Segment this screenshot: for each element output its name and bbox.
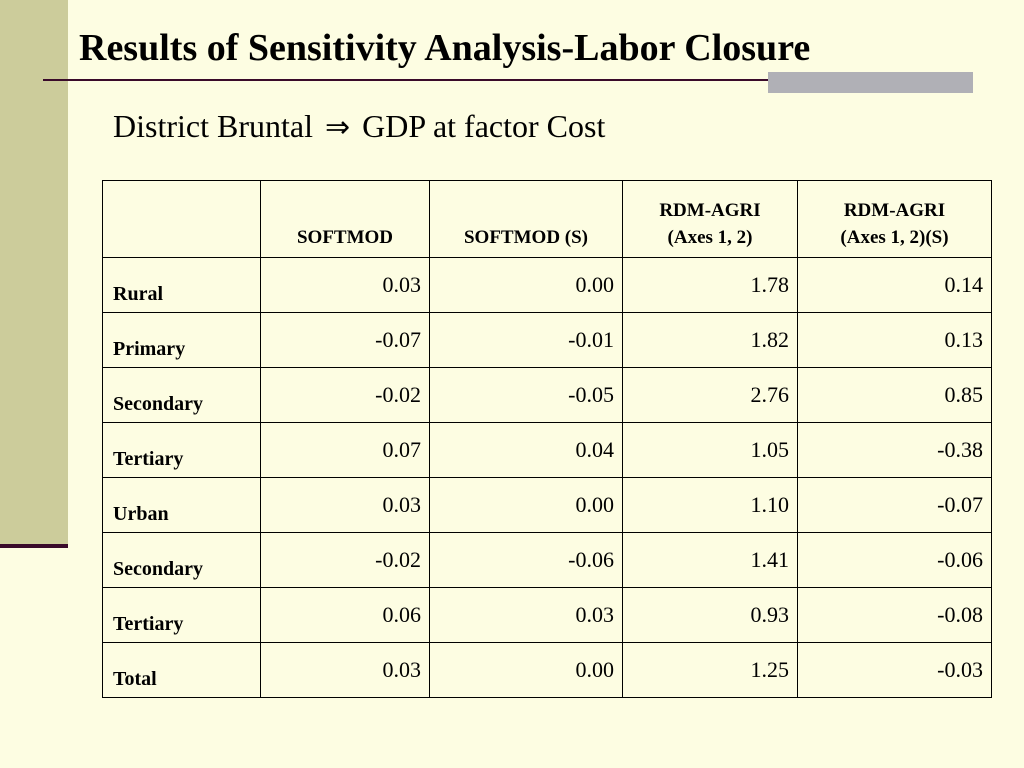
row-label: Primary (103, 313, 261, 368)
header-cell-softmod: SOFTMOD (261, 181, 430, 258)
table-cell: -0.02 (261, 533, 430, 588)
table-cell: 0.07 (261, 423, 430, 478)
table-cell: -0.06 (430, 533, 623, 588)
table-cell: 0.93 (623, 588, 798, 643)
slide-title: Results of Sensitivity Analysis-Labor Closure (79, 27, 811, 69)
table-cell: 1.41 (623, 533, 798, 588)
results-table (102, 180, 992, 698)
table-cell: 0.04 (430, 423, 623, 478)
table-row (103, 643, 992, 698)
table-cell: -0.06 (798, 533, 992, 588)
header-line: (Axes 1, 2) (667, 227, 753, 248)
title-accent-block (768, 72, 973, 93)
table-row (103, 313, 992, 368)
table-row (103, 478, 992, 533)
table-row (103, 423, 992, 478)
slide-subtitle (113, 104, 605, 150)
left-accent-rule (0, 544, 68, 548)
implies-arrow-icon: ⇒ (324, 111, 351, 144)
row-label: Total (103, 643, 261, 698)
table-cell: -0.01 (430, 313, 623, 368)
header-cell-rdm-agri (623, 181, 798, 258)
table-cell: -0.07 (261, 313, 430, 368)
table-row (103, 368, 992, 423)
table-cell: -0.02 (261, 368, 430, 423)
table-cell: -0.07 (798, 478, 992, 533)
table-cell: 0.00 (430, 643, 623, 698)
table-cell: 0.85 (798, 368, 992, 423)
header-line: RDM-AGRI (843, 200, 946, 221)
row-label: Secondary (103, 533, 261, 588)
header-cell-empty (103, 181, 261, 258)
table-cell: 2.76 (623, 368, 798, 423)
table-cell: 1.05 (623, 423, 798, 478)
table-cell: 1.78 (623, 258, 798, 313)
table-row (103, 533, 992, 588)
table-cell: 1.82 (623, 313, 798, 368)
table-cell: 0.00 (430, 258, 623, 313)
table-row (103, 588, 992, 643)
header-cell-softmod-s: SOFTMOD (S) (430, 181, 623, 258)
header-cell-rdm-agri-s (798, 181, 992, 258)
subtitle-district: District Bruntal (113, 108, 313, 144)
table-cell: 1.10 (623, 478, 798, 533)
table-cell: -0.05 (430, 368, 623, 423)
table-cell: 0.03 (261, 478, 430, 533)
table-cell: 0.13 (798, 313, 992, 368)
table-cell: 0.03 (261, 258, 430, 313)
row-label: Rural (103, 258, 261, 313)
row-label: Urban (103, 478, 261, 533)
table-cell: -0.03 (798, 643, 992, 698)
left-accent-bar (0, 0, 68, 545)
header-line: RDM-AGRI (659, 200, 761, 221)
table-cell: -0.08 (798, 588, 992, 643)
table-cell: 0.00 (430, 478, 623, 533)
table-cell: -0.38 (798, 423, 992, 478)
table-cell: 1.25 (623, 643, 798, 698)
subtitle-measure: GDP at factor Cost (362, 108, 606, 144)
row-label: Tertiary (103, 588, 261, 643)
table-header-row (103, 181, 992, 258)
table-cell: 0.03 (261, 643, 430, 698)
table-cell: 0.03 (430, 588, 623, 643)
row-label: Secondary (103, 368, 261, 423)
table-cell: 0.14 (798, 258, 992, 313)
row-label: Tertiary (103, 423, 261, 478)
table-cell: 0.06 (261, 588, 430, 643)
header-line: (Axes 1, 2)(S) (840, 227, 949, 248)
table-row (103, 258, 992, 313)
